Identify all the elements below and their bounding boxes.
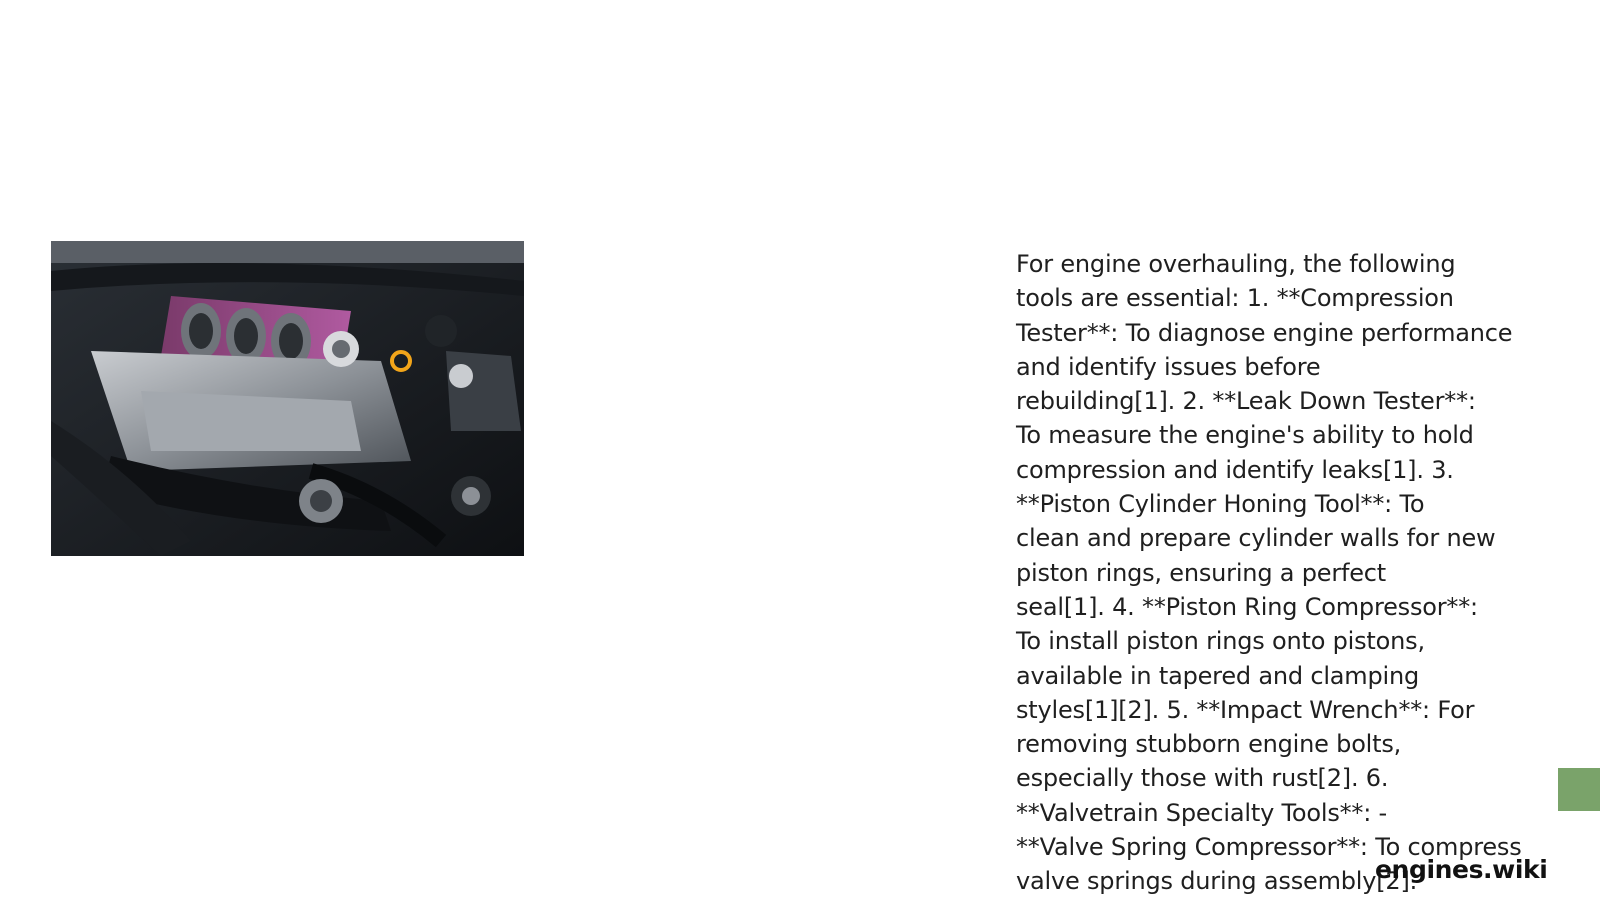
tools-description-text: For engine overhauling, the following tools are essential: 1. **Compression Tester**: To diagnose engine performance and identify issues before rebuilding[1]. 2. **Leak Down Tester**: To measure the engine's ability to hold compression and identify leaks[1]. 3. **Piston Cylinder Honing Tool**: To clean and prepare cylinder walls for new piston rings, ensuring a perfect seal[1]. 4. **Piston Ring Compressor**: To install piston rings onto pistons, available in tapered and clamping styles[1][2]. 5. **Impact Wrench**: For removing stubborn engine bolts, especially those with rust[2]. 6. **Valvetrain Specialty Tools**: - **Valve Spring Compressor**: To compress valve springs during assembly[2].: [1016, 250, 1522, 896]
engine-bay-photo: [51, 241, 524, 556]
accent-tab: [1558, 768, 1600, 811]
engine-bay-illustration: [51, 241, 524, 556]
site-logo-text[interactable]: engines.wiki: [1375, 855, 1548, 884]
